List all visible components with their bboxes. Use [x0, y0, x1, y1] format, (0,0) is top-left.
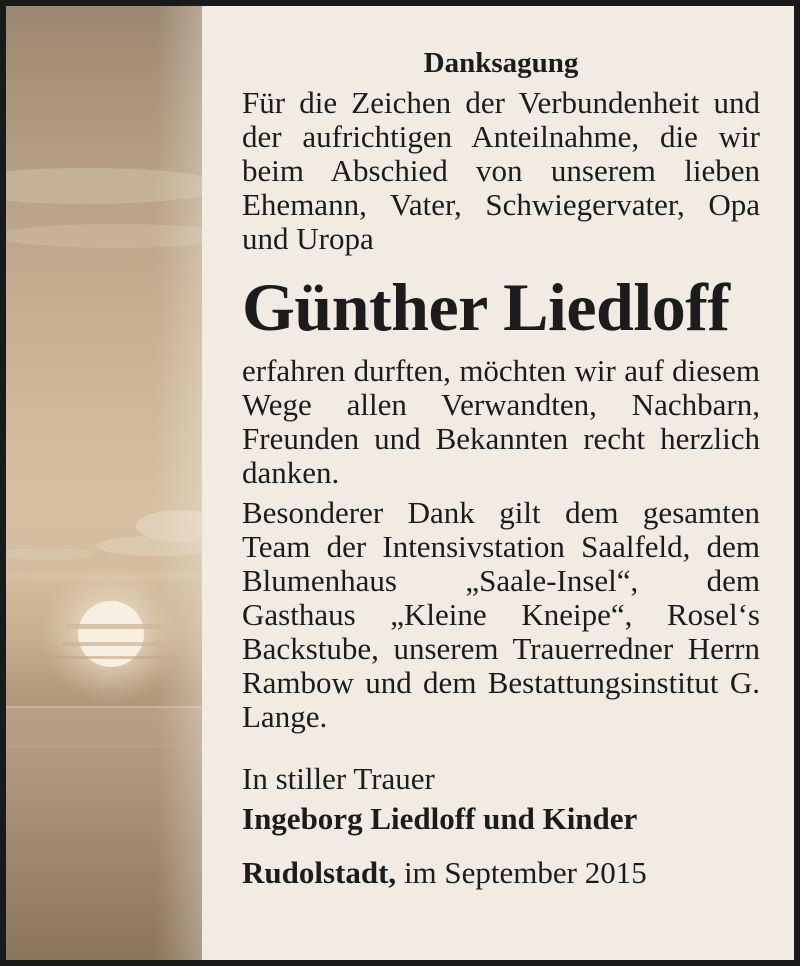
family-signature: Ingeborg Liedloff und Kinder — [242, 801, 638, 836]
mourning-phrase: In stiller Trauer — [242, 761, 435, 796]
deceased-name: Günther Liedloff — [242, 269, 730, 345]
intro-paragraph: Für die Zeichen der Verbundenheit und der aufrichtigen Anteilnahme, die wir beim Abschied von unserem lieben Ehemann, Vater, Schwiegervater, Opa und Uropa — [242, 85, 760, 256]
photo-fade — [156, 6, 206, 960]
date: im September 2015 — [403, 855, 647, 890]
notice-heading: Danksagung — [423, 47, 579, 79]
notice-text — [242, 46, 760, 890]
thanks-paragraph: erfahren durften, möchten wir auf diesem Wege allen Verwandten, Nachbarn, Freunden und Bekannten recht herzlich danken. — [242, 353, 760, 490]
special-thanks-paragraph: Besonderer Dank gilt dem gesamten Team der Intensivstation Saalfeld, dem Blumenhaus „Saale-Insel“, dem Gasthaus „Kleine Kneipe“, Rosel‘s Backstube, unserem Trauerredner Herrn Rambow und dem Bestattungsinstitut G. Lange. — [242, 495, 760, 734]
place: Rudolstadt, — [242, 855, 397, 890]
place-date-line — [242, 856, 760, 890]
